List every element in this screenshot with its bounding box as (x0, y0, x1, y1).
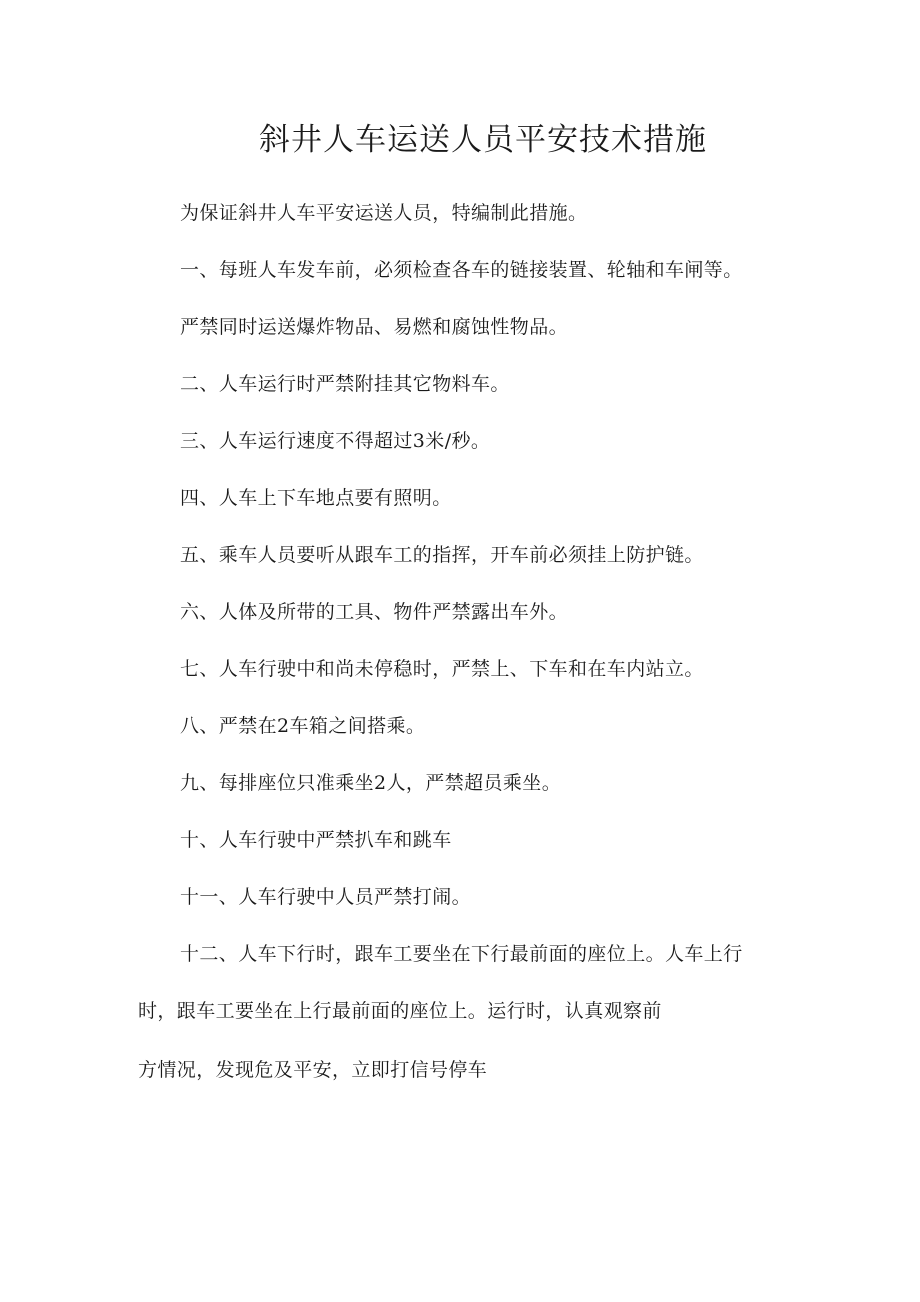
intro-paragraph: 为保证斜井人车平安运送人员，特编制此措施。 (180, 202, 588, 224)
item-paragraph: 二、人车运行时严禁附挂其它物料车。 (180, 373, 510, 395)
item-paragraph: 严禁同时运送爆炸物品、易燃和腐蚀性物品。 (180, 316, 569, 338)
item-paragraph: 十二、人车下行时，跟车工要坐在下行最前面的座位上。人车上行 (180, 943, 743, 965)
continuation-line: 时，跟车工要坐在上行最前面的座位上。运行时，认真观察前 (138, 1000, 662, 1022)
item-paragraph: 七、人车行驶中和尚未停稳时，严禁上、下车和在车内站立。 (180, 658, 704, 680)
item-paragraph: 十、人车行驶中严禁扒车和跳车 (180, 829, 452, 851)
item-paragraph: 四、人车上下车地点要有照明。 (180, 487, 452, 509)
continuation-line: 方情况，发现危及平安，立即打信号停车 (138, 1059, 488, 1081)
item-paragraph: 六、人体及所带的工具、物件严禁露出车外。 (180, 601, 569, 623)
item-paragraph: 一、每班人车发车前，必须检查各车的链接装置、轮轴和车闸等。 (180, 259, 743, 281)
document-title: 斜井人车运送人员平安技术措施 (259, 122, 707, 158)
item-paragraph: 三、人车运行速度不得超过3米/秒。 (180, 430, 491, 452)
item-paragraph: 五、乘车人员要听从跟车工的指挥，开车前必须挂上防护链。 (180, 544, 704, 566)
item-paragraph: 十一、人车行驶中人员严禁打闹。 (180, 886, 472, 908)
item-paragraph: 八、严禁在2车箱之间搭乘。 (180, 715, 426, 737)
item-paragraph: 九、每排座位只准乘坐2人，严禁超员乘坐。 (180, 772, 562, 794)
